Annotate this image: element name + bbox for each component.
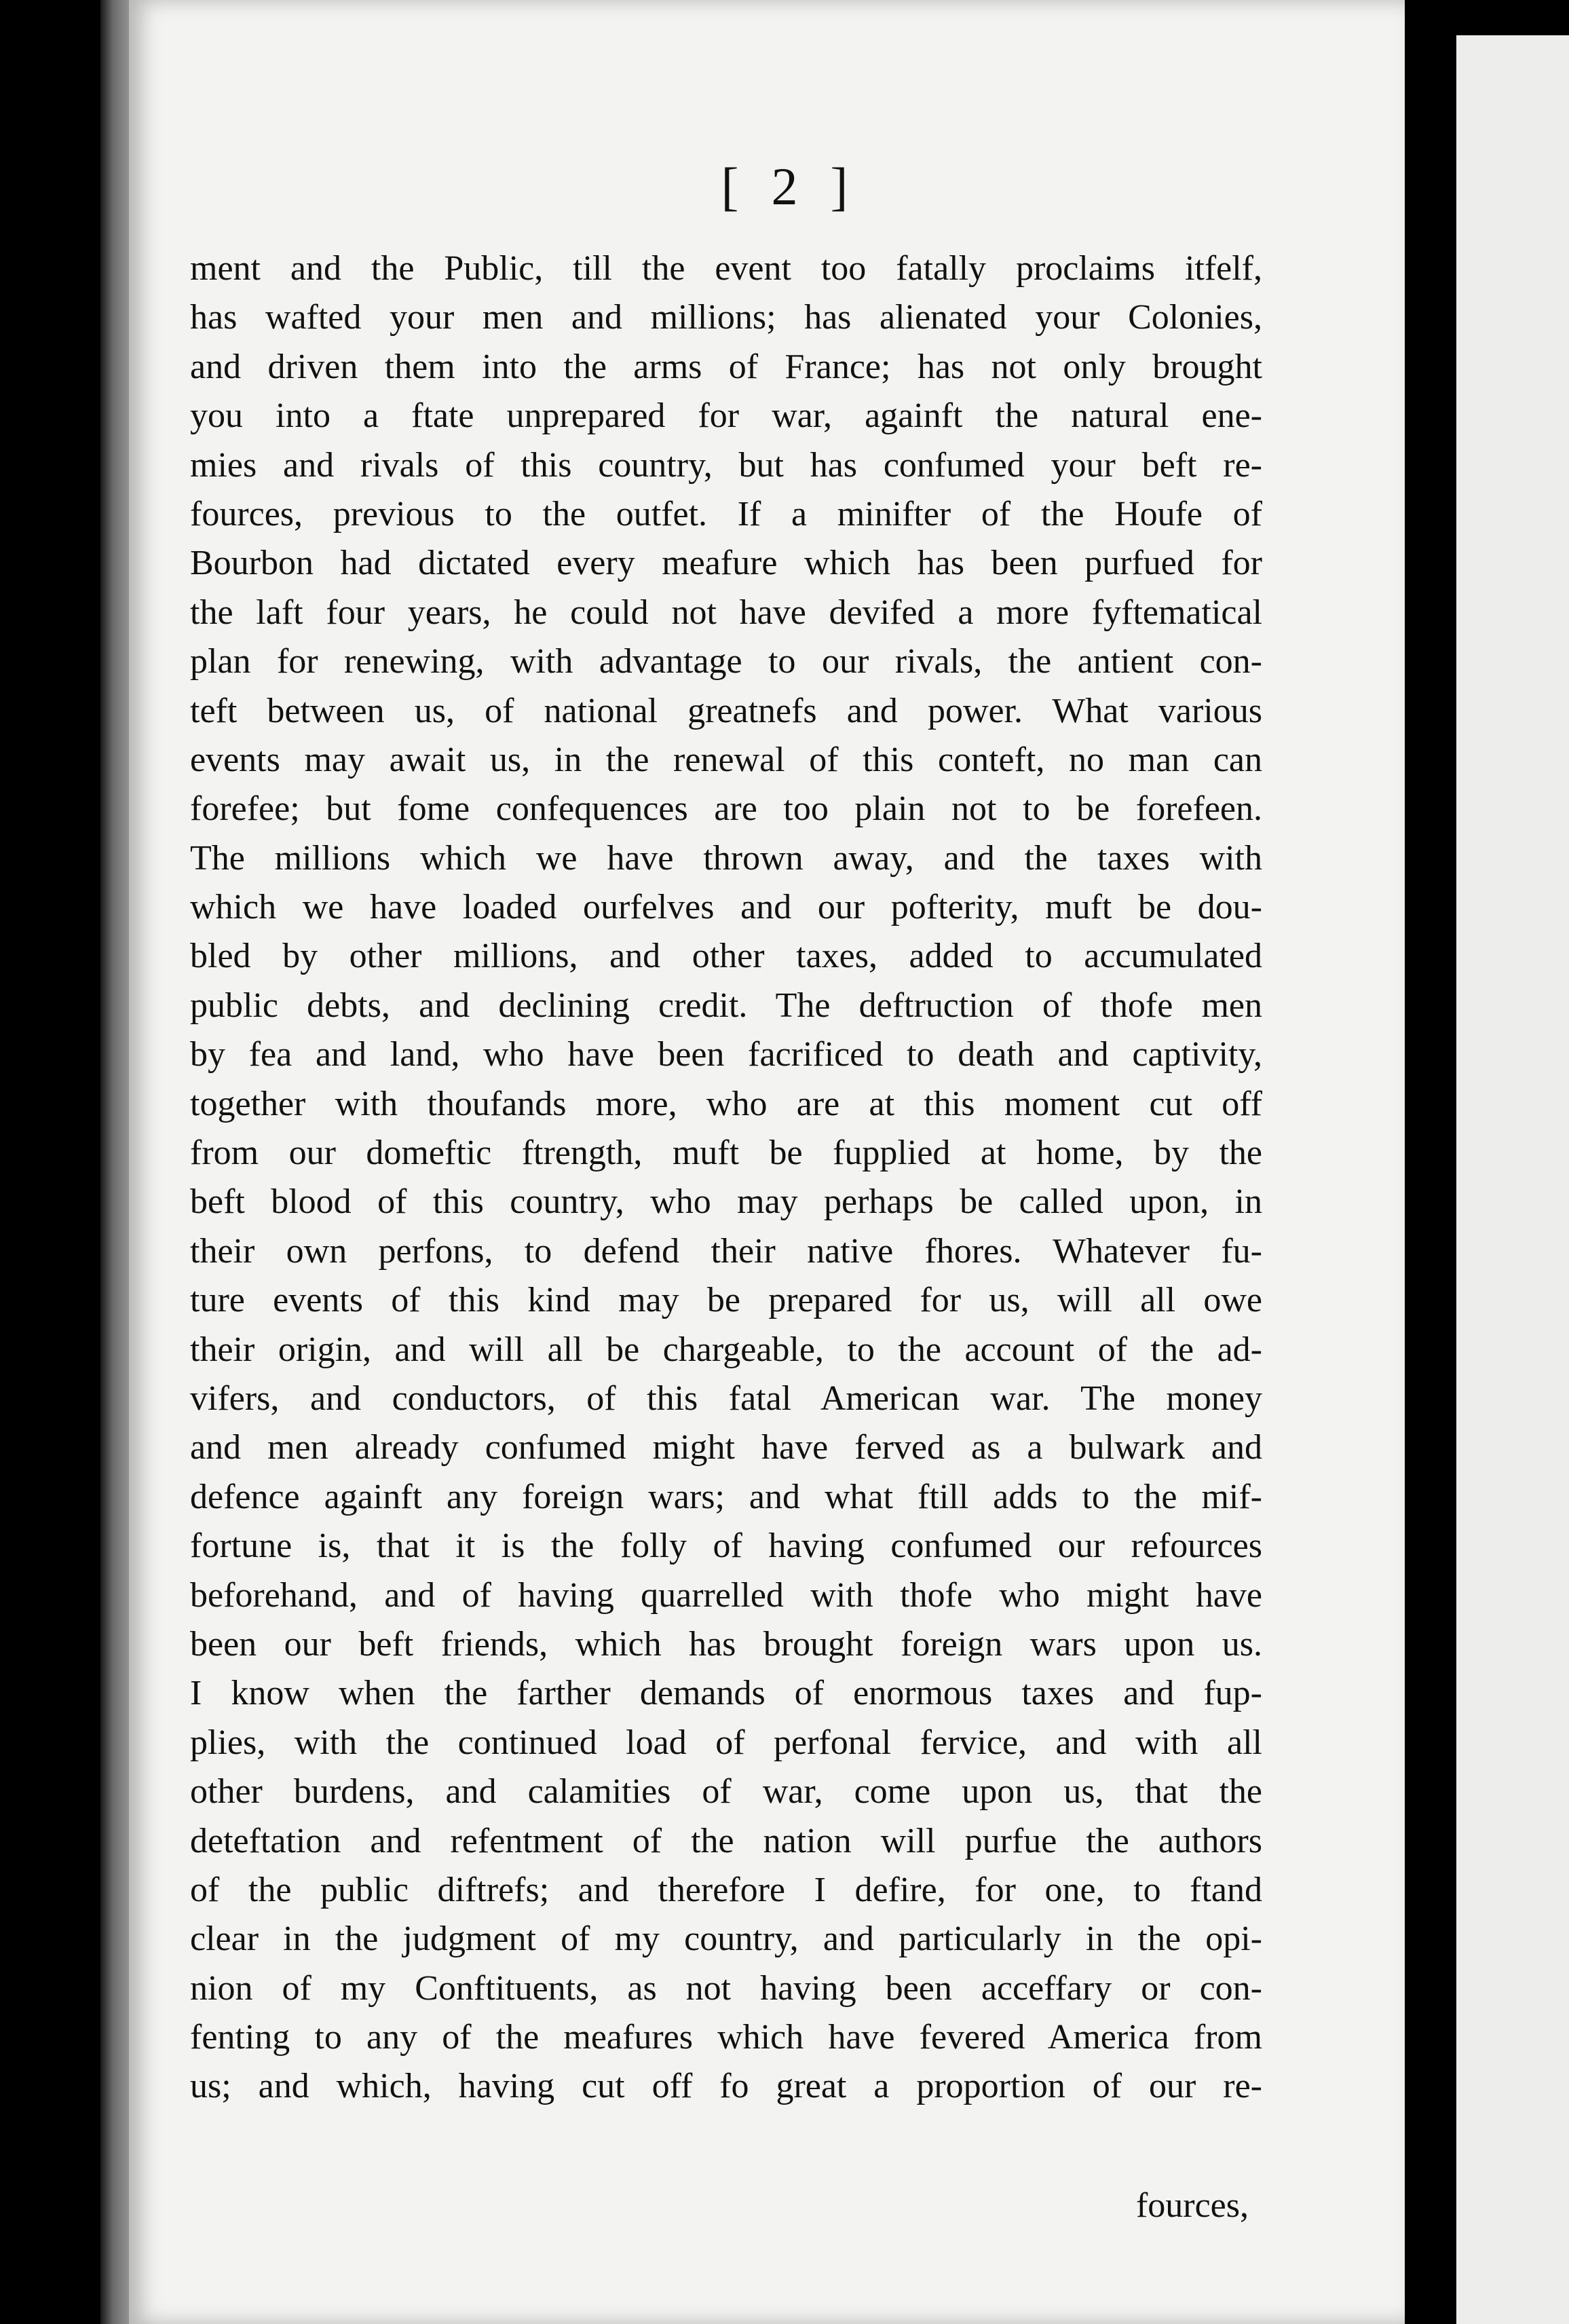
text-line: fources, previous to the outfet. If a minifter of the Houfe of bbox=[190, 494, 1262, 533]
text-line: fortune is, that it is the folly of having confumed our refources bbox=[190, 1526, 1262, 1566]
catchword: fources, bbox=[1135, 2186, 1249, 2225]
text-line: mies and rivals of this country, but has confumed your beft re- bbox=[190, 445, 1262, 485]
text-line: ture events of this kind may be prepared for us, will all owe bbox=[190, 1281, 1262, 1320]
text-line: has wafted your men and millions; has alienated your Colonies, bbox=[190, 298, 1262, 337]
text-line: clear in the judgment of my country, and particularly in the opi- bbox=[190, 1919, 1262, 1959]
text-line: been our beft friends, which has brought foreign wars upon us. bbox=[190, 1624, 1262, 1664]
facing-page-edge bbox=[1456, 35, 1569, 2324]
text-line: vifers, and conductors, of this fatal American war. The money bbox=[190, 1379, 1262, 1418]
text-line: other burdens, and calamities of war, come upon us, that the bbox=[190, 1772, 1262, 1812]
text-line: plies, with the continued load of perfonal fervice, and with all bbox=[190, 1723, 1262, 1762]
text-line: bled by other millions, and other taxes, added to accumulated bbox=[190, 937, 1262, 976]
text-line: beforehand, and of having quarrelled with thofe who might have bbox=[190, 1575, 1262, 1615]
page-number-header bbox=[0, 156, 1569, 217]
text-line: which we have loaded ourfelves and our pofterity, muft be dou- bbox=[190, 888, 1262, 927]
text-line: together with thoufands more, who are at this moment cut off bbox=[190, 1084, 1262, 1123]
text-line: their origin, and will all be chargeable, to the account of the ad- bbox=[190, 1330, 1262, 1369]
text-line: by fea and land, who have been facrificed to death and captivity, bbox=[190, 1035, 1262, 1074]
text-line: deteftation and refentment of the nation will purfue the authors bbox=[190, 1821, 1262, 1860]
text-line: nion of my Conftituents, as not having been acceffary or con- bbox=[190, 1968, 1262, 2008]
text-line: I know when the farther demands of enormous taxes and fup- bbox=[190, 1674, 1262, 1713]
text-line: ment and the Public, till the event too fatally proclaims itfelf, bbox=[190, 249, 1262, 288]
text-line: defence againft any foreign wars; and what ftill adds to the mif- bbox=[190, 1477, 1262, 1516]
left-bracket: [ bbox=[721, 157, 739, 216]
text-line: their own perfons, to defend their native fhores. Whatever fu- bbox=[190, 1231, 1262, 1271]
text-line: us; and which, having cut off fo great a proportion of our re- bbox=[190, 2067, 1262, 2106]
text-line: and driven them into the arms of France; has not only brought bbox=[190, 347, 1262, 386]
text-line: and men already confumed might have ferved as a bulwark and bbox=[190, 1428, 1262, 1467]
text-line: The millions which we have thrown away, and the taxes with bbox=[190, 838, 1262, 878]
gutter-shadow bbox=[100, 0, 132, 2324]
body-text bbox=[190, 244, 1262, 2112]
text-line: from our domeftic ftrength, muft be fupplied at home, by the bbox=[190, 1133, 1262, 1173]
text-line: of the public diftrefs; and therefore I defire, for one, to ftand bbox=[190, 1870, 1262, 1909]
text-line: you into a ftate unprepared for war, againft the natural ene- bbox=[190, 396, 1262, 436]
text-line: fenting to any of the meafures which have fevered America from bbox=[190, 2018, 1262, 2057]
text-line: events may await us, in the renewal of this conteft, no man can bbox=[190, 740, 1262, 779]
text-line: public debts, and declining credit. The deftruction of thofe men bbox=[190, 986, 1262, 1025]
text-line: Bourbon had dictated every meafure which has been purfued for bbox=[190, 544, 1262, 583]
text-line: teft between us, of national greatnefs and power. What various bbox=[190, 691, 1262, 730]
text-line: forefee; but fome confequences are too plain not to be forefeen. bbox=[190, 789, 1262, 829]
text-line: plan for renewing, with advantage to our rivals, the antient con- bbox=[190, 642, 1262, 681]
page-number: 2 bbox=[771, 157, 798, 216]
text-line: the laft four years, he could not have devifed a more fyftematical bbox=[190, 593, 1262, 632]
text-line: beft blood of this country, who may perhaps be called upon, in bbox=[190, 1182, 1262, 1222]
right-bracket: ] bbox=[830, 157, 848, 216]
